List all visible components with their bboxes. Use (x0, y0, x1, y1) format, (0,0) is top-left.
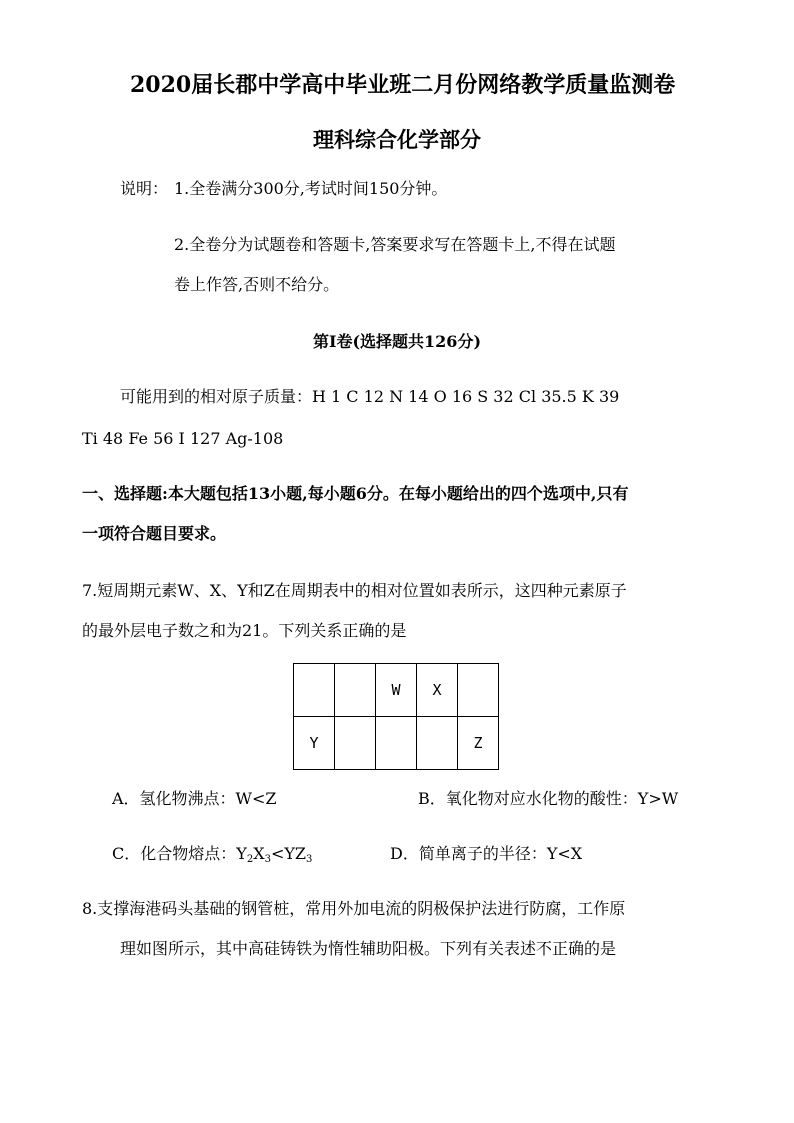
table-cell: X (417, 664, 458, 717)
section-title: 第Ⅰ卷(选择题共126分) (312, 332, 482, 351)
table-cell: Z (458, 717, 499, 770)
option-c-text: X (253, 844, 265, 863)
option-c-subscript: 3 (264, 854, 271, 865)
table-row (294, 717, 499, 770)
notes-item-2-line-2: 卷上作答,否则不给分。 (174, 275, 340, 294)
table-cell (335, 717, 376, 770)
table-cell: Y (294, 717, 335, 770)
part1-heading-line-1: 一、选择题:本大题包括13小题,每小题6分。在每小题给出的四个选项中,只有 (82, 484, 629, 503)
document-title: 2020届长郡中学高中毕业班二月份网络教学质量监测卷 (130, 72, 676, 98)
table-cell (376, 717, 417, 770)
option-c-subscript: 3 (306, 854, 313, 865)
notes-label: 说明： (120, 179, 169, 198)
question-8-line-2: 理如图所示，其中高硅铸铁为惰性辅助阳极。下列有关表述不正确的是 (120, 939, 617, 958)
part1-heading-line-2: 一项符合题目要求。 (82, 524, 227, 543)
question-7-option-b: B．氧化物对应水化物的酸性：Y>W (418, 789, 679, 808)
table-cell (294, 664, 335, 717)
question-7-option-a: A．氢化物沸点：W<Z (112, 789, 277, 808)
notes-item-2-line-1: 2.全卷分为试题卷和答题卡,答案要求写在答题卡上,不得在试题 (174, 235, 616, 254)
question-8-line-1: 8.支撑海港码头基础的钢管桩，常用外加电流的阴极保护法进行防腐，工作原 (82, 899, 626, 918)
document-subtitle: 理科综合化学部分 (313, 127, 481, 152)
question-7-line-2: 的最外层电子数之和为21。下列关系正确的是 (82, 621, 407, 640)
table-cell (335, 664, 376, 717)
option-c-subscript: 2 (246, 854, 254, 865)
atomic-mass-line-2: Ti 48 Fe 56 I 127 Ag-108 (82, 429, 284, 448)
table-cell: W (376, 664, 417, 717)
question-7-line-1: 7.短周期元素W、X、Y和Z在周期表中的相对位置如表所示，这四种元素原子 (82, 581, 627, 600)
option-c-text: <YZ (270, 844, 307, 863)
atomic-mass-line-1: 可能用到的相对原子质量：H 1 C 12 N 14 O 16 S 32 Cl 35.5 K 39 (120, 387, 620, 406)
table-row (294, 664, 499, 717)
table-cell (458, 664, 499, 717)
notes-item-1: 1.全卷满分300分,考试时间150分钟。 (174, 179, 448, 198)
question-7-option-c (112, 843, 312, 865)
table-cell (417, 717, 458, 770)
question-7-option-d: D．简单离子的半径：Y<X (390, 844, 583, 863)
option-c-text: C．化合物熔点：Y (112, 844, 247, 863)
periodic-table-fragment (293, 663, 499, 770)
